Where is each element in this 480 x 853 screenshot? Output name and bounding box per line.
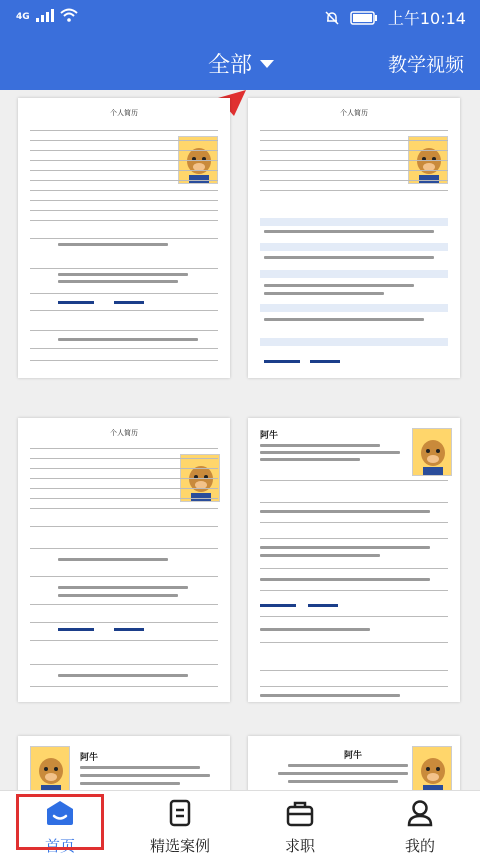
signal-icon	[36, 9, 54, 22]
resume-card[interactable]	[248, 418, 460, 702]
app-header	[0, 34, 480, 90]
tab-label: 精选案例	[149, 837, 210, 853]
tab-jobs[interactable]	[255, 799, 345, 853]
resume-name: 阿牛	[344, 751, 363, 761]
category-title: 全部	[208, 53, 253, 78]
tab-label: 求职	[284, 837, 315, 853]
briefcase-icon	[285, 799, 315, 827]
resume-title: 个人简历	[340, 109, 368, 117]
tab-profile[interactable]	[375, 799, 465, 853]
avatar	[412, 746, 452, 790]
resume-card[interactable]	[18, 98, 230, 378]
resume-name: 阿牛	[80, 753, 99, 763]
avatar	[412, 428, 452, 476]
document-icon	[165, 799, 195, 827]
battery-icon	[350, 11, 378, 25]
tab-featured-cases[interactable]	[135, 799, 225, 853]
tab-label: 我的	[404, 837, 435, 853]
network-type: 4G	[16, 12, 30, 22]
resume-name: 阿牛	[260, 431, 279, 441]
clock: 上午10:14	[387, 9, 466, 28]
tutorial-video-link[interactable]: 教学视频	[387, 54, 464, 76]
category-dropdown[interactable]	[208, 48, 274, 79]
caret-down-icon	[260, 60, 274, 68]
wifi-icon	[60, 8, 78, 22]
tab-label: 首页	[44, 837, 75, 853]
annotation-highlight-box	[16, 794, 104, 850]
status-bar	[0, 0, 480, 34]
resume-card[interactable]	[248, 98, 460, 378]
template-grid	[0, 90, 480, 790]
resume-title: 个人简历	[110, 429, 138, 437]
user-icon	[405, 799, 435, 827]
resume-card[interactable]	[18, 736, 230, 790]
mute-bell-icon	[324, 10, 340, 26]
avatar	[30, 746, 70, 790]
resume-card[interactable]	[248, 736, 460, 790]
resume-card[interactable]	[18, 418, 230, 702]
resume-title: 个人简历	[110, 109, 138, 117]
